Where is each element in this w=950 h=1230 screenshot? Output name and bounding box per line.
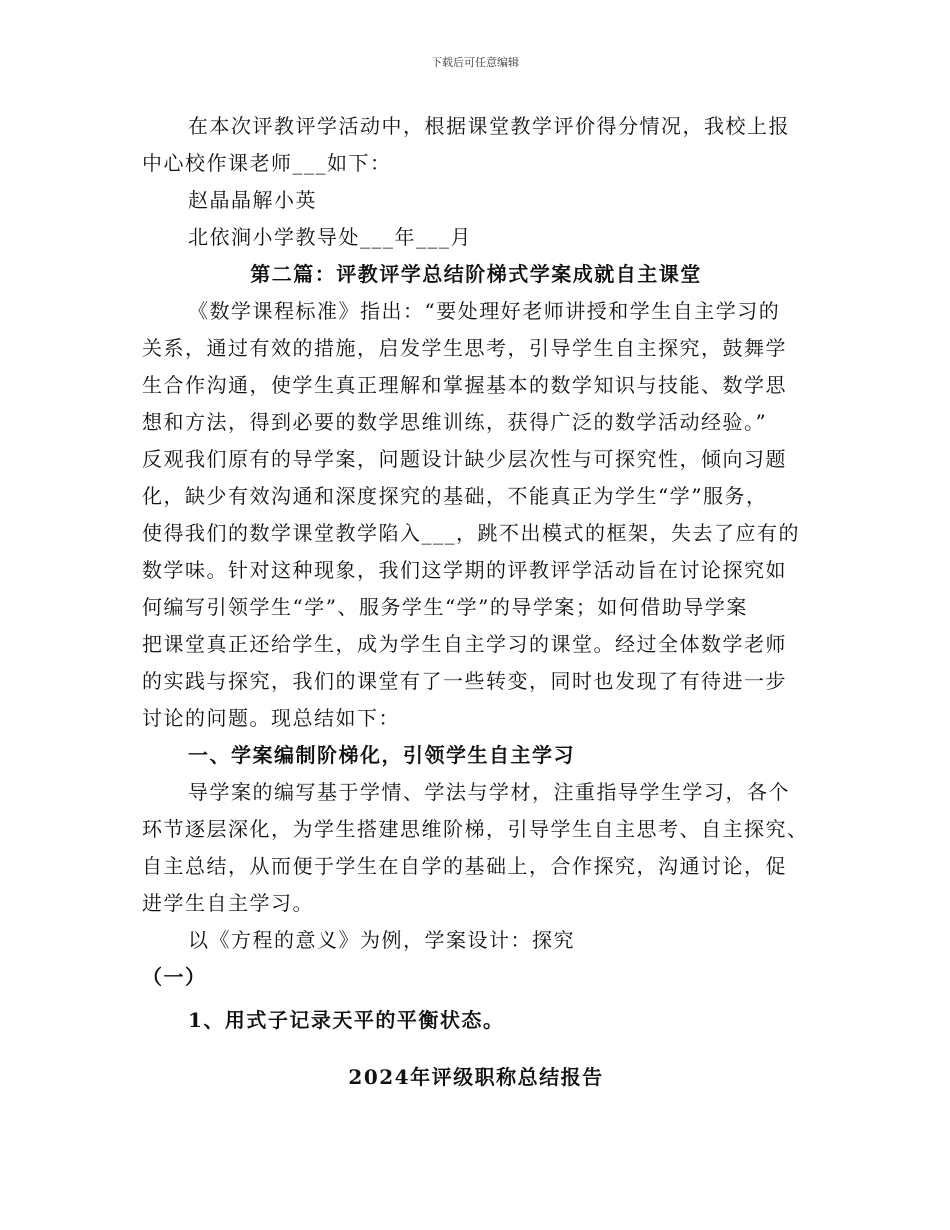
text-line: 北依涧小学教导处___年___月 bbox=[188, 225, 472, 249]
text-line: 想和方法，得到必要的数学思维训练，获得广泛的数学活动经验。” bbox=[142, 410, 768, 434]
text-line: 何编写引领学生“学”、服务学生“学”的导学案；如何借助导学案 bbox=[142, 595, 748, 619]
text-line: 数学味。针对这种现象，我们这学期的评教评学活动旨在讨论探究如 bbox=[142, 558, 787, 582]
text-line: 一、学案编制阶梯化，引领学生自主学习 bbox=[188, 743, 575, 767]
text-line: 关系，通过有效的措施，启发学生思考，引导学生自主探究，鼓舞学 bbox=[142, 336, 787, 360]
text-line: 自主总结，从而便于学生在自学的基础上，合作探究，沟通讨论，促 bbox=[142, 854, 787, 878]
text-line: 《数学课程标准》指出：“要处理好老师讲授和学生自主学习的 bbox=[188, 299, 781, 323]
text-line: 以《方程的意义》为例，学案设计：探究 bbox=[188, 928, 575, 952]
text-line: 赵晶晶解小英 bbox=[188, 188, 317, 212]
text-line: 进学生自主学习。 bbox=[142, 891, 314, 915]
text-line: 1、用式子记录天平的平衡状态。 bbox=[188, 1008, 505, 1032]
text-line: 生合作沟通，使学生真正理解和掌握基本的数学知识与技能、数学思 bbox=[142, 373, 787, 397]
text-line: 导学案的编写基于学情、学法与学材，注重指导学生学习，各个 bbox=[188, 780, 790, 804]
text-line: 第二篇：评教评学总结阶梯式学案成就自主课堂 bbox=[250, 262, 702, 286]
text-line: （一） bbox=[142, 965, 207, 989]
text-line: 把课堂真正还给学生，成为学生自主学习的课堂。经过全体数学老师 bbox=[142, 632, 787, 656]
text-line: 中心校作课老师___如下： bbox=[142, 151, 392, 175]
text-line: 在本次评教评学活动中，根据课堂教学评价得分情况，我校上报 bbox=[188, 114, 790, 138]
text-line: 反观我们原有的导学案，问题设计缺少层次性与可探究性，倾向习题 bbox=[142, 447, 787, 471]
text-line: 化，缺少有效沟通和深度探究的基础，不能真正为学生“学”服务， bbox=[142, 484, 768, 508]
text-line: 环节逐层深化，为学生搭建思维阶梯，引导学生自主思考、自主探究、 bbox=[142, 817, 809, 841]
text-line: 2024年评级职称总结报告 bbox=[348, 1065, 604, 1089]
page-header-note: 下载后可任意编辑 bbox=[431, 56, 519, 69]
text-line: 的实践与探究，我们的课堂有了一些转变，同时也发现了有待进一步 bbox=[142, 669, 787, 693]
document-body bbox=[142, 108, 810, 1096]
text-line: 讨论的问题。现总结如下： bbox=[142, 706, 400, 730]
text-line: 使得我们的数学课堂教学陷入___，跳不出模式的框架，失去了应有的 bbox=[142, 521, 800, 545]
